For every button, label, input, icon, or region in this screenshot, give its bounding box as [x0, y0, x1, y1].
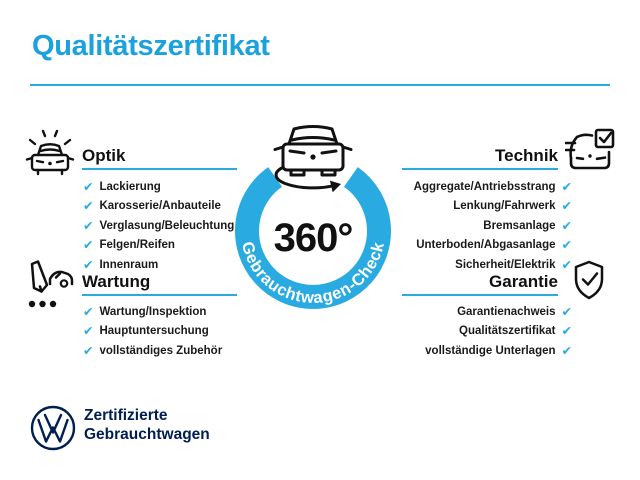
brand-claim-line2: Gebrauchtwagen — [84, 426, 210, 443]
section-title-optik: Optik — [82, 146, 126, 165]
car-checkbox-icon — [565, 128, 617, 174]
checklist-item-label: Felgen/Reifen — [99, 239, 175, 252]
check-icon: ✔ — [561, 323, 572, 338]
checklist-item — [83, 322, 222, 342]
check-icon: ✔ — [83, 256, 94, 272]
check-icon: ✔ — [83, 323, 94, 338]
checklist-item-label: vollständiges Zubehör — [99, 344, 223, 357]
check-icon: ✔ — [561, 256, 572, 272]
checklist-item-label: Wartung/Inspektion — [99, 305, 207, 318]
check-icon: ✔ — [561, 342, 572, 358]
rotate-arrowhead — [330, 181, 341, 193]
check-icon: ✔ — [83, 198, 94, 213]
checklist-item-label: Sicherheit/Elektrik — [455, 258, 556, 271]
check-icon: ✔ — [561, 237, 572, 252]
checklist-item-label: Karosserie/Anbauteile — [99, 200, 221, 213]
check-icon: ✔ — [83, 342, 94, 358]
checklist-item — [83, 216, 234, 236]
check-icon: ✔ — [561, 178, 572, 194]
ring-label: Gebrauchtwagen-Check — [237, 239, 388, 308]
shield-check-icon — [572, 260, 606, 300]
checklist-item-label: Garantienachweis — [457, 305, 556, 318]
checklist-item — [83, 302, 222, 322]
pencil-car-service-icon — [22, 258, 74, 312]
checklist-item-label: Verglasung/Beleuchtung — [99, 219, 235, 232]
check-icon: ✔ — [83, 303, 94, 319]
section-title-technik: Technik — [495, 146, 558, 165]
checklist-item-label: Bremsanlage — [483, 219, 556, 232]
checklist-item — [83, 177, 234, 197]
checklist-item — [83, 236, 234, 256]
check-icon: ✔ — [83, 217, 94, 233]
checklist-item — [83, 197, 234, 217]
checklist-item-label: Aggregate/Antriebsstrang — [413, 180, 556, 193]
page-title: Qualitätszertifikat — [32, 30, 270, 62]
checklist-item — [83, 341, 222, 361]
check-icon: ✔ — [83, 178, 94, 194]
checklist-item-label: Lackierung — [99, 180, 161, 193]
badge-value: 360° — [273, 216, 353, 260]
check-icon: ✔ — [561, 303, 572, 319]
section-title-garantie: Garantie — [489, 272, 558, 291]
checklist-optik — [83, 177, 234, 275]
check-icon: ✔ — [561, 217, 572, 233]
brand-claim-line1: Zertifizierte — [84, 407, 168, 424]
360-check-badge — [213, 118, 413, 346]
header-divider — [30, 84, 610, 86]
checklist-item-label: Innenraum — [99, 258, 159, 271]
section-title-wartung: Wartung — [82, 272, 151, 291]
checklist-wartung — [83, 302, 222, 361]
checklist-item-label: vollständige Unterlagen — [425, 344, 556, 357]
checklist-item-label: Qualitätszertifikat — [459, 325, 556, 338]
checklist-item-label: Unterboden/Abgasanlage — [416, 239, 556, 252]
car-shine-icon — [25, 127, 75, 177]
brand-claim — [84, 406, 210, 444]
check-icon: ✔ — [561, 198, 572, 213]
check-icon: ✔ — [83, 237, 94, 252]
section-underline-technik — [402, 168, 558, 170]
vw-logo — [29, 404, 77, 452]
checklist-item-label: Hauptuntersuchung — [99, 325, 209, 338]
checklist-item-label: Lenkung/Fahrwerk — [453, 200, 556, 213]
section-underline-garantie — [402, 294, 558, 296]
